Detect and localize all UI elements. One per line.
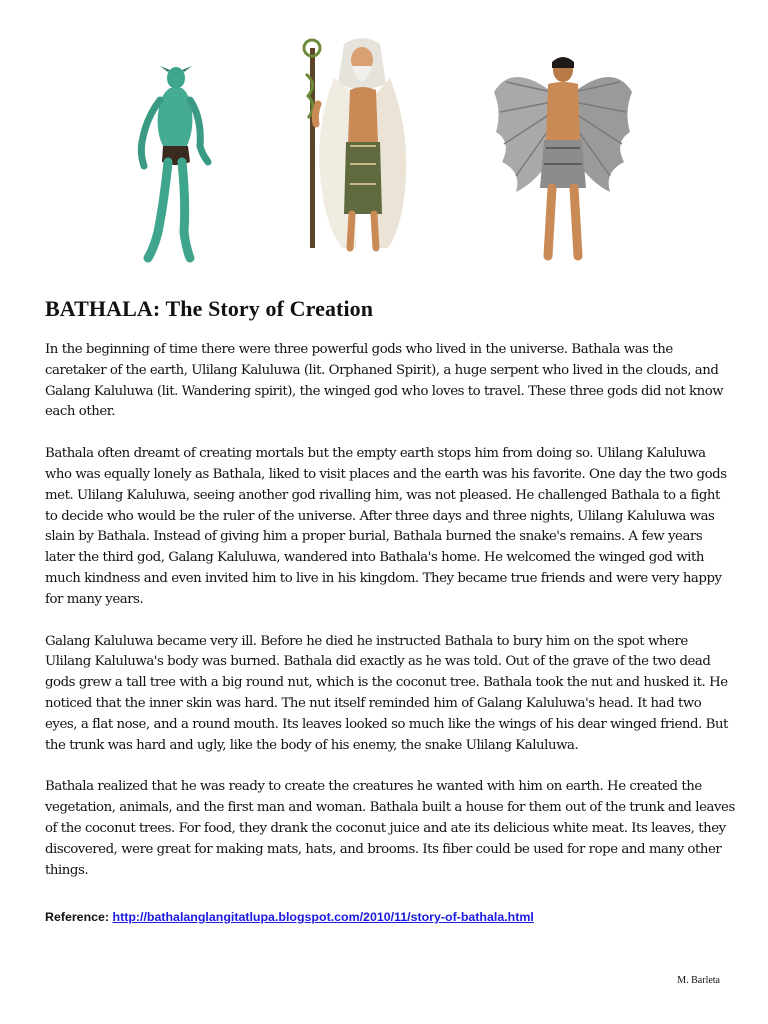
page-title: BATHALA: The Story of Creation — [45, 296, 374, 321]
reference-link[interactable]: http://bathalanglangitatlupa.blogspot.com/2010/11/story-of-bathala.html — [112, 910, 534, 924]
reference-label: Reference: — [45, 910, 110, 924]
paragraph: In the beginning of time there were three powerful gods who lived in the universe. Bathala was the caretaker of the earth, Ulilang Kaluluwa (lit. Orphaned Spirit), a huge serpent who lived in the clouds, and Galang Kaluluwa (lit. Wandering spirit), the winged god who loves to travel. These three gods did not know each other. — [45, 342, 724, 420]
reference-line — [45, 910, 534, 924]
bathala-elder-god-icon — [296, 34, 426, 256]
story-body — [45, 340, 735, 902]
paragraph: Bathala realized that he was ready to create the creatures he wanted with him on earth. He created the vegetation, animals, and the first man and woman. Bathala built a house for them out of the trunk and leaves of the coconut trees. For food, they drank the coconut juice and ate its delicious white meat. Its leaves, they discovered, were great for making mats, hats, and brooms. Its fiber could be used for rope and many other things. — [45, 779, 735, 878]
author-credit: M. Barleta — [677, 975, 720, 986]
serpent-god-icon — [130, 62, 215, 267]
paragraph: Galang Kaluluwa became very ill. Before he died he instructed Bathala to bury him on the spot where Ulilang Kaluluwa's body was burned. Bathala did exactly as he was told. Out of the grave of the two dead gods grew a tall tree with a big round nut, which is the coconut tree. Bathala took the nut and husked it. He noticed that the inner skin was hard. The nut itself reminded him of Galang Kaluluwa's head. It had two eyes, a flat nose, and a round mouth. Its leaves looked so much like the wings of his dear winged friend. But the trunk was hard and ugly, like the body of his enemy, the snake Ulilang Kaluluwa. — [45, 633, 728, 753]
winged-god-icon — [492, 52, 634, 264]
paragraph: Bathala often dreamt of creating mortals but the empty earth stops him from doing so. Ulilang Kaluluwa who was equally lonely as Bathala, liked to visit places and the earth was his favorite. One day the two gods met. Ulilang Kaluluwa, seeing another god rivalling him, was not pleased. He challenged Bathala to a fight to decide who would be the ruler of the universe. After three days and three nights, Ulilang Kaluluwa was slain by Bathala. Instead of giving him a proper burial, Bathala burned the snake's remains. A few years later the third god, Galang Kaluluwa, wandered into Bathala's home. He welcomed the winged god with much kindness and even invited him to live in his kingdom. They became true friends and were very happy for many years. — [45, 446, 727, 607]
